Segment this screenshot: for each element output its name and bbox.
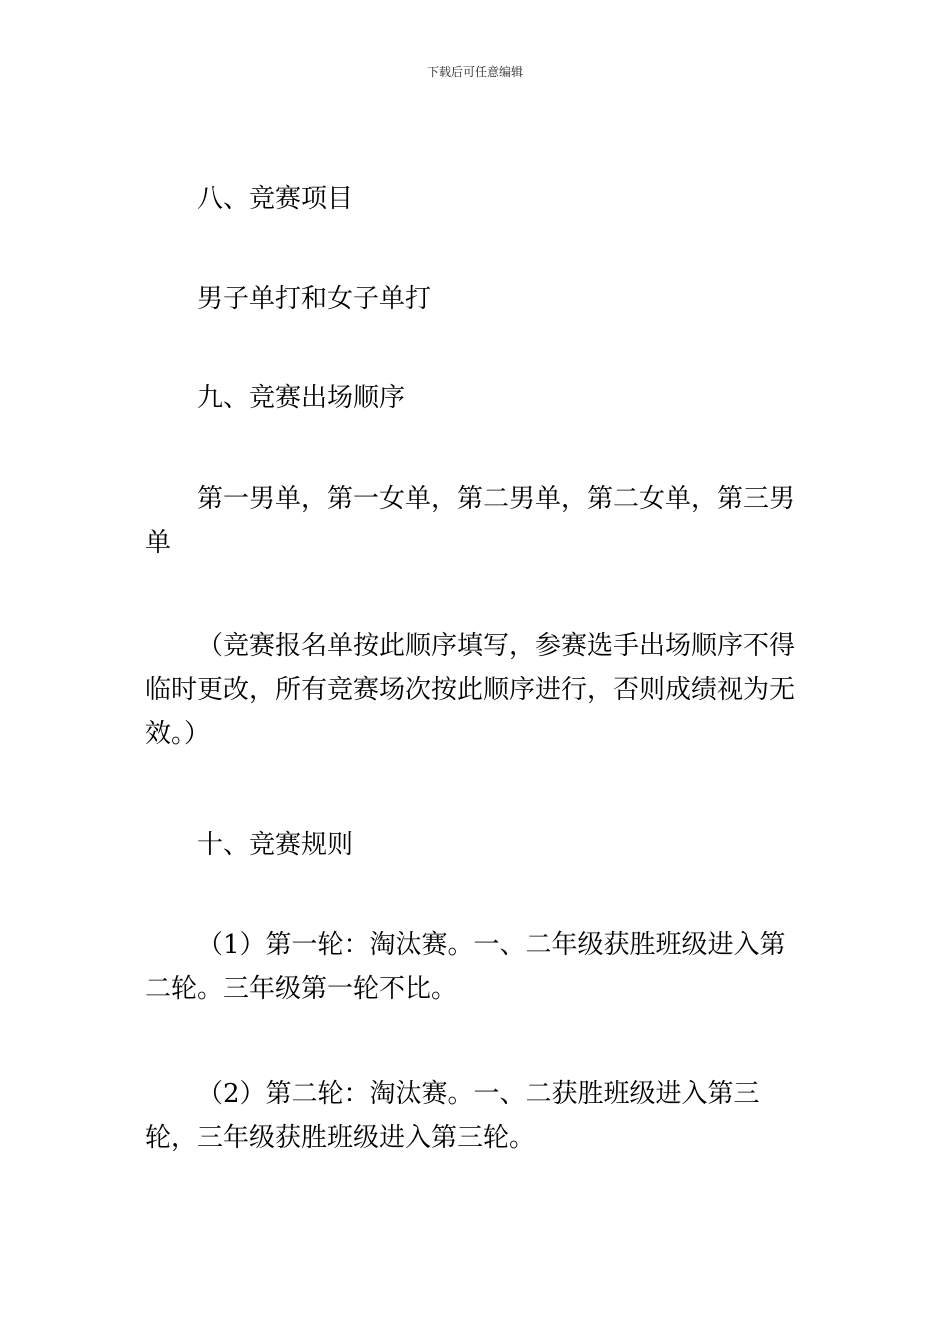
- paragraph-rule-round-2: （2）第二轮：淘汰赛。一、二获胜班级进入第三轮，三年级获胜班级进入第三轮。: [145, 1079, 760, 1153]
- paragraph-rule-round-1: （1）第一轮：淘汰赛。一、二年级获胜班级进入第二轮。三年级第一轮不比。: [145, 930, 786, 1004]
- paragraph-events: 男子单打和女子单打: [197, 284, 432, 314]
- section-heading-competition-events: 八、竞赛项目: [197, 184, 354, 214]
- page-header: 下载后可任意编辑: [426, 65, 523, 79]
- paragraph-playing-order: 第一男单，第一女单，第二男单，第二女单，第三男单: [145, 484, 796, 558]
- section-heading-competition-rules: 十、竞赛规则: [197, 830, 354, 860]
- section-heading-playing-order: 九、竞赛出场顺序: [197, 383, 406, 413]
- paragraph-playing-order-note: （竞赛报名单按此顺序填写，参赛选手出场顺序不得临时更改，所有竞赛场次按此顺序进行，否则成绩视为无效。）: [145, 631, 796, 749]
